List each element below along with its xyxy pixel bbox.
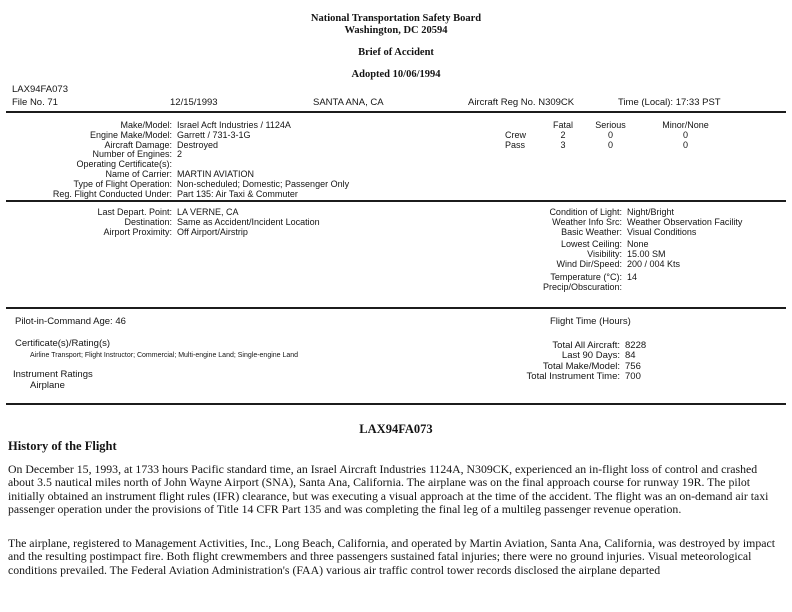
field-label: Type of Flight Operation:	[73, 178, 172, 189]
field-label: Total All Aircraft:	[552, 339, 620, 351]
field-value: 15.00 SM	[627, 249, 666, 260]
field-value: LA VERNE, CA	[177, 207, 239, 217]
instrument-ratings-heading: Instrument Ratings	[13, 369, 93, 380]
field-row	[480, 351, 646, 362]
injury-row-label: Pass	[505, 139, 526, 150]
field-value: None	[627, 239, 649, 250]
org-name: National Transportation Safety Board	[310, 13, 482, 24]
pic-age-row	[8, 317, 298, 327]
narrative-paragraph-2: The airplane, registered to Management Activities, Inc., Long Beach, California, and operated by Martin Aviation, Santa Ana, California, was destroyed by impact and the resulting postimpact fire. Both flight crewmembers and three passengers sustained fatal injuries; there were no ground injuries. Visual meteorological conditions prevailed. The Federal Aviation Administration's (FAA) various air traffic control tower records disclosed the airplane departed	[8, 536, 776, 577]
narrative-heading: History of the Flight	[8, 439, 117, 453]
pic-age-label: Pilot-in-Command Age:	[15, 316, 113, 327]
accident-date: 12/15/1993	[170, 97, 218, 108]
injury-row-pass	[505, 141, 733, 151]
adopted-date: Adopted 10/06/1994	[351, 69, 441, 80]
itinerary-section	[8, 208, 320, 237]
field-row	[480, 283, 784, 293]
instrument-ratings-value: Airplane	[30, 380, 65, 391]
pilot-section	[8, 317, 298, 391]
field-value: 756	[625, 360, 641, 372]
field-value: 84	[625, 350, 636, 361]
field-row	[8, 228, 320, 238]
local-time: Time (Local): 17:33 PST	[618, 97, 721, 108]
field-label: Precip/Obscuration:	[542, 281, 622, 292]
flight-time-section	[480, 317, 646, 383]
field-label: Weather Info Src:	[552, 216, 622, 227]
field-label: Last 90 Days:	[561, 350, 620, 361]
accident-id: LAX94FA073	[12, 84, 68, 95]
aircraft-registration: Aircraft Reg No. N309CK	[468, 97, 575, 108]
narrative-paragraph-1: On December 15, 1993, at 1733 hours Pacific standard time, an Israel Aircraft Industries 1124A, N309CK, experienced an in-flight loss of control and crashed about 3.5 nautical miles north of John Wayne Airport (SNA), Santa Ana, California. The airplane was on the final approach course for runway 19R. The pilot initially obtained an instrument flight rules (IFR) clearance, but was executing a visual approach at the time of the accident. The flight was an on-demand air taxi passenger operation under the provisions of Title 14 CFR Part 135 and was completing the final leg of a multileg passenger revenue operation.	[8, 462, 769, 517]
letterhead	[0, 13, 792, 81]
field-label: Condition of Light:	[549, 207, 622, 217]
divider-2	[6, 200, 786, 202]
flight-time-heading: Flight Time (Hours)	[550, 316, 631, 327]
field-value: Weather Observation Facility	[627, 216, 743, 227]
field-label: Visibility:	[587, 249, 622, 260]
injury-row-crew	[505, 131, 733, 141]
field-value: Garrett / 731-3-1G	[177, 129, 251, 140]
field-value: Same as Accident/Incident Location	[177, 216, 320, 227]
field-value: 8228	[625, 339, 647, 351]
field-label: Last Depart. Point:	[97, 207, 172, 217]
field-label: Number of Engines:	[92, 149, 172, 160]
field-value: Non-scheduled; Domestic; Passenger Only	[177, 178, 350, 189]
file-number: File No. 71	[12, 97, 58, 108]
field-row	[8, 150, 349, 160]
field-value: 700	[625, 371, 641, 382]
certificates-heading: Certificate(s)/Rating(s)	[15, 338, 111, 349]
divider-4	[6, 403, 786, 405]
field-value: Off Airport/Airstrip	[177, 226, 248, 237]
field-label: Aircraft Damage:	[104, 139, 172, 150]
org-address: Washington, DC 20594	[344, 25, 448, 36]
field-label: Destination:	[124, 216, 172, 227]
field-value: Visual Conditions	[627, 226, 697, 237]
field-label: Total Make/Model:	[542, 360, 620, 372]
field-label: Engine Make/Model:	[89, 129, 172, 140]
field-row	[8, 190, 349, 200]
field-row	[480, 273, 784, 283]
field-label: Temperature (°C):	[550, 271, 622, 282]
field-row	[480, 260, 784, 270]
flight-time-rows	[480, 341, 646, 383]
divider-3	[6, 307, 786, 309]
field-value: 14	[627, 271, 638, 282]
injury-header-minor-none: Minor/None	[662, 120, 709, 130]
field-value: Israel Acft Industries / 1124A	[177, 120, 291, 130]
field-label: Airport Proximity:	[103, 226, 172, 237]
field-label: Total Instrument Time:	[526, 371, 620, 382]
injury-row-label: Crew	[505, 129, 527, 140]
doc-type-title: Brief of Accident	[358, 47, 434, 58]
accident-location: SANTA ANA, CA	[313, 97, 384, 108]
injury-header-row	[505, 121, 733, 131]
injury-pass-serious: 0	[607, 139, 613, 150]
field-row	[480, 228, 784, 238]
field-label: Lowest Ceiling:	[560, 239, 622, 250]
injury-pass-minor-none: 0	[682, 139, 688, 150]
injury-crew-serious: 0	[607, 129, 613, 140]
injury-crew-fatal: 2	[560, 129, 566, 140]
field-label: Wind Dir/Speed:	[556, 258, 622, 269]
divider-1	[6, 111, 786, 113]
field-value: MARTIN AVIATION	[177, 168, 255, 179]
field-row	[480, 372, 646, 383]
injury-header-serious: Serious	[595, 120, 626, 130]
field-label: Make/Model:	[120, 120, 172, 130]
weather-section	[480, 208, 784, 292]
field-value: 2	[177, 149, 183, 160]
field-label: Operating Certificate(s):	[76, 159, 172, 170]
injury-table	[505, 121, 733, 150]
field-label: Basic Weather:	[561, 226, 622, 237]
field-label: Name of Carrier:	[105, 168, 172, 179]
field-value: Destroyed	[177, 139, 219, 150]
aircraft-section	[8, 121, 349, 199]
field-value	[627, 283, 784, 293]
certificates-list: Airline Transport; Flight Instructor; Commercial; Multi-engine Land; Single-engine Land	[30, 352, 299, 359]
field-value: 200 / 004 Kts	[627, 258, 681, 269]
injury-pass-fatal: 3	[560, 139, 566, 150]
injury-header-fatal: Fatal	[552, 120, 573, 130]
field-label: Reg. Flight Conducted Under:	[52, 188, 172, 199]
pic-age-value: 46	[115, 316, 126, 327]
injury-crew-minor-none: 0	[682, 129, 688, 140]
narrative-title: LAX94FA073	[359, 422, 433, 436]
field-value: Night/Bright	[627, 207, 675, 217]
field-value: Part 135: Air Taxi & Commuter	[177, 188, 298, 199]
